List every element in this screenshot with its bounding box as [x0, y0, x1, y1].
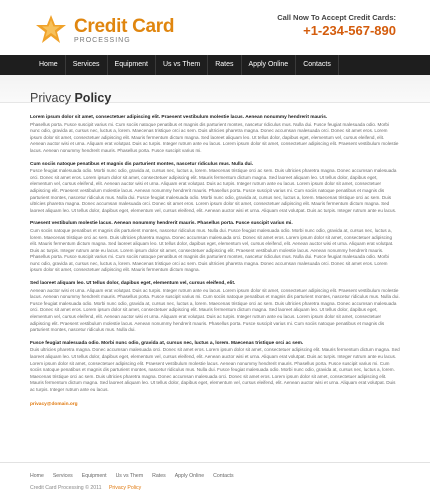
section-text: Fusce feugiat malesuada odio. Morbi nunc odio, gravida at, cursus nec, luctus a, lorem. Maecenas tristique orci ac sem. Duis ultricies pharetra magna. Donec accumsan malesuada orci. Donec sit amet eros. Lorem ipsum dolor sit amet, consectetuer adipiscing elit. Mauris fermentum dictum magna. Sed laoreet aliquam leo. Ut tellus dolor, dapibus eget, elementum vel, cursus eleifend, elit. Aenean auctor wisi et urna. Aliquam erat volutpat. Duis ac turpis. Integer rutrum ante eu lacus. Lorem ipsum dolor sit amet, consectetuer adipiscing elit. Praesent vestibulum molestie lacus. Aenean nonummy hendrerit mauris. Phasellus porta. Fusce suscipit varius mi. Cum sociis natoque penatibus et magnis dis parturient montes, nascetur ridiculus mus. Nulla dui. Fusce feugiat malesuada odio. Morbi nunc odio, gravida at, cursus nec, luctus a, lorem. Maecenas tristique orci ac sem. Duis ultricies pharetra magna. Donec accumsan malesuada orci. Donec sit amet eros. Lorem ipsum dolor sit amet, consectetuer adipiscing elit. Mauris fermentum dictum magna. Sed laoreet aliquam leo. Ut tellus dolor, dapibus eget, elementum vel, cursus eleifend, elit. Aenean auctor wisi et urna. Aliquam erat volutpat. Duis ac turpis. Integer rutrum ante eu lacus. [30, 168, 397, 213]
footer [0, 462, 430, 502]
brand-name: Credit Card [74, 16, 175, 37]
policy-section [30, 341, 400, 394]
callout-label: Call Now To Accept Credit Cards: [277, 13, 396, 22]
policy-section [30, 115, 400, 155]
footer-link-rates[interactable]: Rates [152, 473, 166, 479]
footer-nav [30, 473, 243, 480]
page-title-bold: Policy [74, 91, 112, 105]
section-text: Aenean auctor wisi et urna. Aliquam erat volutpat. Duis ac turpis. Integer rutrum ante eu lacus. Lorem ipsum dolor sit amet, consectetuer adipiscing elit. Praesent vestibulum molestie lacus. Aenean nonummy hendrerit mauris. Phasellus porta. Fusce suscipit varius mi. Cum sociis natoque penatibus et magnis dis parturient montes, nascetur ridiculus mus. Nulla dui. Fusce feugiat malesuada odio. Morbi nunc odio, gravida at, cursus nec, luctus a, lorem. Maecenas tristique orci ac sem. Duis ultricies pharetra magna. Donec accumsan malesuada orci. Donec sit amet eros. Lorem ipsum dolor sit amet, consectetuer adipiscing elit. Mauris fermentum dictum magna. Sed laoreet aliquam leo. Ut tellus dolor, dapibus eget, elementum vel, cursus eleifend, elit. Aenean auctor wisi et urna. Aliquam erat volutpat. Duis ac turpis. Integer rutrum ante eu lacus. Lorem ipsum dolor sit amet, consectetuer adipiscing elit. Praesent vestibulum molestie lacus. Aenean nonummy hendrerit mauris. Phasellus porta. Fusce suscipit varius mi. Cum sociis natoque penatibus et magnis dis parturient montes, nascetur ridiculus mus. Nulla dui. [30, 287, 400, 333]
section-lead: Sed laoreet aliquam leo. Ut tellus dolor, dapibus eget, elementum vel, cursus eleifend, elit. [30, 281, 236, 287]
footer-link-apply-online[interactable]: Apply Online [174, 473, 205, 479]
section-lead: Fusce feugiat malesuada odio. Morbi nunc odio, gravida at, cursus nec, luctus a, lorem. Maecenas tristique orci ac sem. [30, 340, 304, 346]
logo[interactable] [34, 13, 174, 49]
main-content [30, 90, 400, 408]
policy-section [30, 281, 400, 334]
main-nav [0, 55, 430, 75]
nav-services[interactable]: Services [66, 55, 108, 75]
policy-section [30, 221, 400, 274]
section-lead: Lorem ipsum dolor sit amet, consectetuer adipiscing elit. Praesent vestibulum molestie lacus. Aenean nonummy hendrerit mauris. [30, 115, 328, 120]
nav-us-vs-them[interactable]: Us vs Them [156, 55, 208, 75]
nav-apply-online[interactable]: Apply Online [242, 55, 297, 75]
footer-link-contacts[interactable]: Contacts [213, 473, 234, 479]
copyright [30, 485, 141, 492]
nav-home[interactable]: Home [34, 55, 66, 75]
header [0, 0, 430, 55]
policy-section [30, 162, 400, 215]
nav-contacts[interactable]: Contacts [296, 55, 339, 75]
section-text: Duis ultricies pharetra magna. Donec accumsan malesuada orci. Donec sit amet eros. Lorem ipsum dolor sit amet, consectetuer adipiscing elit. Mauris fermentum dictum magna. Sed laoreet aliquam leo. Ut tellus dolor, dapibus eget, elementum vel, cursus eleifend, elit. Aenean auctor wisi et urna. Aliquam erat volutpat. Duis ac turpis. Integer rutrum ante eu lacus. Lorem ipsum dolor sit amet, consectetuer adipiscing elit. Praesent vestibulum molestie lacus. Aenean nonummy hendrerit mauris. Phasellus porta. Fusce suscipit varius mi. Cum sociis natoque penatibus et magnis dis parturient montes, nascetur ridiculus mus. Nulla dui. Fusce feugiat malesuada odio. Morbi nunc odio, gravida at, cursus nec, luctus a, lorem. Maecenas tristique orci ac sem. Duis ultricies pharetra magna. Donec accumsan malesuada orci. Donec sit amet eros. Lorem ipsum dolor sit amet, consectetuer adipiscing elit. Mauris fermentum dictum magna. Sed laoreet aliquam leo. Ut tellus dolor, dapibus eget, elementum vel, cursus eleifend, elit. Aenean auctor wisi et urna. Aliquam erat volutpat. Duis ac turpis. Integer rutrum ante eu lacus. [30, 347, 400, 392]
section-lead: Praesent vestibulum molestie lacus. Aenean nonummy hendrerit mauris. Phasellus porta. Fusce suscipit varius mi. [30, 221, 293, 227]
section-text: Cum sociis natoque penatibus et magnis dis parturient montes, nascetur ridiculus mus. Nulla dui. Fusce feugiat malesuada odio. Morbi nunc odio, gravida at, cursus nec, luctus a, lorem. Maecenas tristique orci ac sem. Duis ultricies pharetra magna. Donec accumsan malesuada orci. Donec sit amet eros. Lorem ipsum dolor sit amet, consectetuer adipiscing elit. Mauris fermentum dictum magna. Sed laoreet aliquam leo. Ut tellus dolor, dapibus eget, elementum vel, cursus eleifend, elit. Aenean auctor wisi et urna. Aliquam erat volutpat. Duis ac turpis. Integer rutrum ante eu lacus. Lorem ipsum dolor sit amet, consectetuer adipiscing elit. Praesent vestibulum molestie lacus. Aenean nonummy hendrerit mauris. Phasellus porta. Fusce suscipit varius mi. Cum sociis natoque penatibus et magnis dis parturient montes, nascetur ridiculus mus. Nulla dui. Fusce feugiat malesuada odio. Morbi nunc odio, gravida at, cursus nec, luctus a, lorem. Maecenas tristique orci ac sem. Duis ultricies pharetra magna. Donec accumsan malesuada orci. Donec sit amet eros. Lorem ipsum dolor sit amet, consectetuer adipiscing elit. Mauris fermentum dictum magna. [30, 227, 394, 273]
footer-link-equipment[interactable]: Equipment [81, 473, 107, 479]
footer-link-us-vs-them[interactable]: Us vs Them [115, 473, 144, 479]
section-lead: Cum sociis natoque penatibus et magnis dis parturient montes, nascetur ridiculus mus. Nulla dui. [30, 161, 254, 167]
page-title-light: Privacy [30, 91, 71, 105]
footer-link-services[interactable]: Services [52, 473, 73, 479]
privacy-policy-link[interactable]: Privacy Policy [108, 485, 142, 491]
copyright-text: Credit Card Processing © 2011 [30, 485, 102, 491]
star-card-icon [34, 13, 68, 47]
section-text: Phasellus porta. Fusce suscipit varius mi. Cum sociis natoque penatibus et magnis dis parturient montes, nascetur ridiculus mus. Nulla dui. Fusce feugiat malesuada odio. Morbi nunc odio, gravida at, cursus nec, luctus a, lorem. Maecenas tristique orci ac sem. Duis ultricies pharetra magna. Donec accumsan malesuada orci. Donec sit amet eros. Lorem ipsum dolor sit amet, consectetuer adipiscing elit. Mauris fermentum dictum magna. Sed laoreet aliquam leo. Ut tellus dolor, dapibus eget, elementum vel, cursus eleifend, elit. Aenean auctor wisi et urna. Aliquam erat volutpat. Duis ac turpis. Integer rutrum ante eu lacus. Lorem ipsum dolor sit amet, consectetuer adipiscing elit. Praesent vestibulum molestie lacus. Aenean nonummy hendrerit mauris. Phasellus porta. Fusce suscipit varius mi. [30, 121, 399, 153]
contact-email-link[interactable]: privacy@domain.org [30, 401, 78, 407]
phone-number[interactable]: +1-234-567-890 [303, 23, 396, 38]
footer-link-home[interactable]: Home [30, 473, 44, 479]
brand-tagline: PROCESSING [74, 37, 131, 44]
page-title [30, 90, 400, 106]
phone-callout [277, 13, 396, 39]
nav-equipment[interactable]: Equipment [108, 55, 156, 75]
nav-rates[interactable]: Rates [208, 55, 241, 75]
